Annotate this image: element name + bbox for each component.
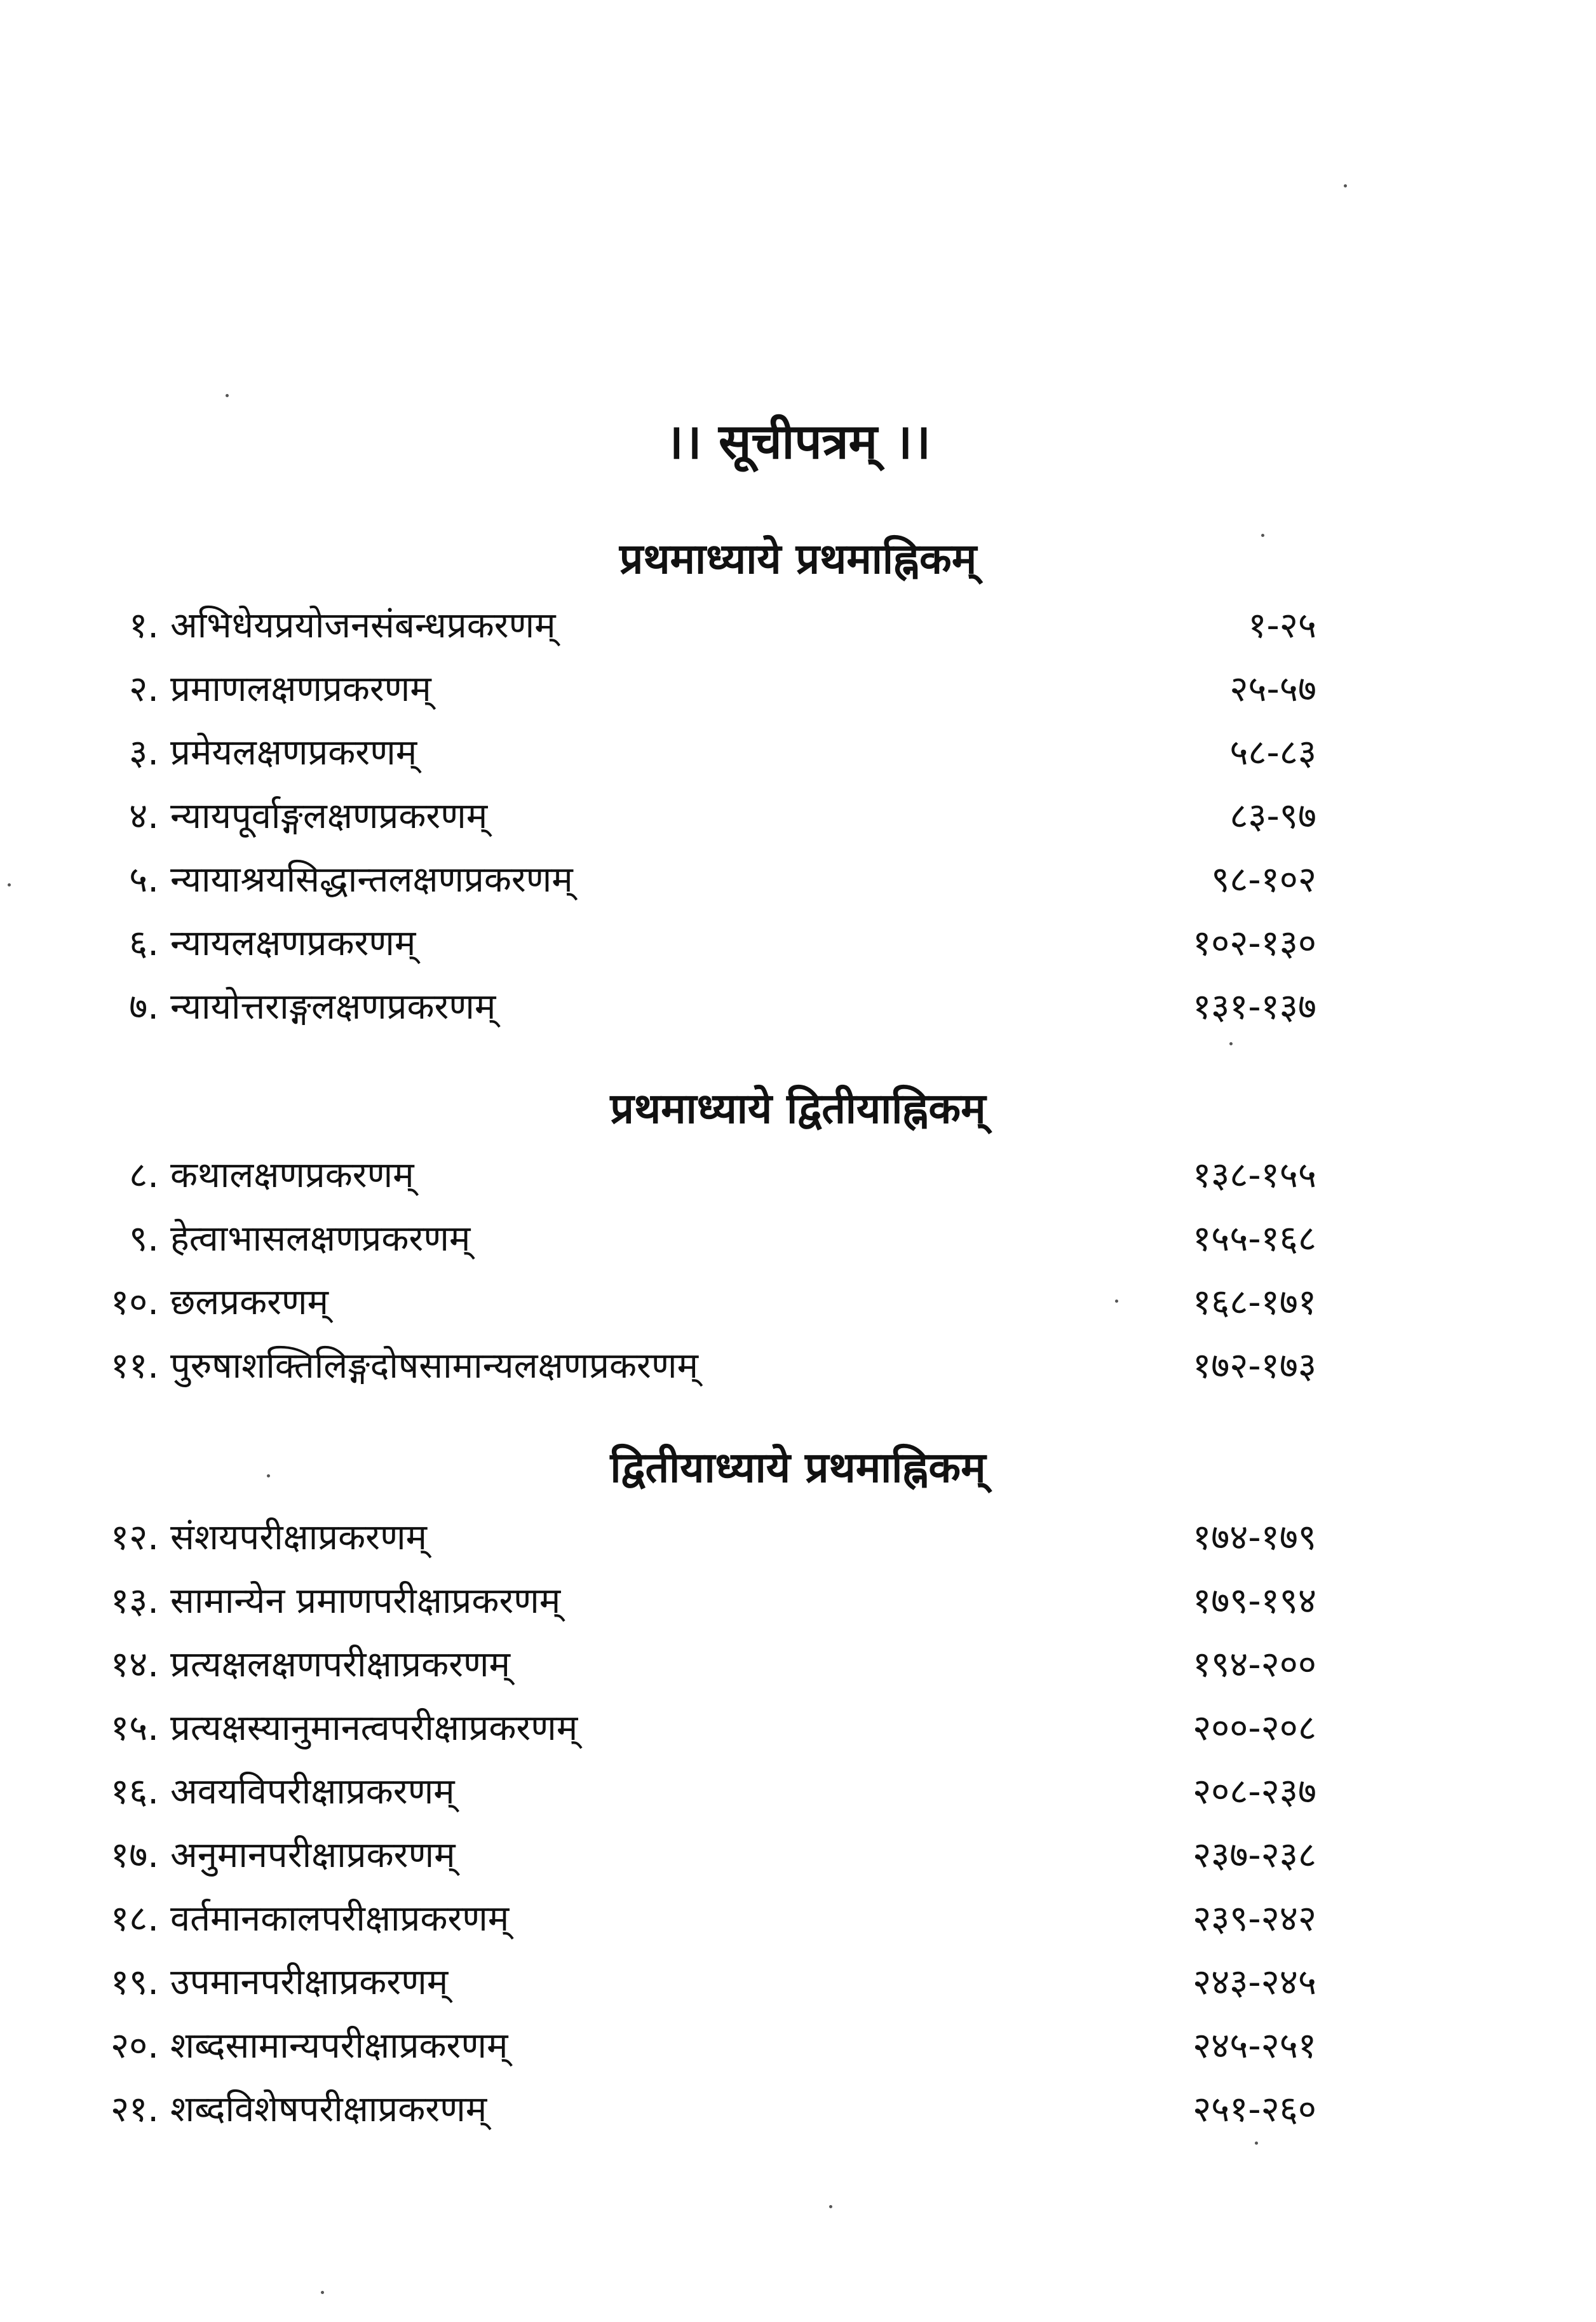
scan-speck (829, 2205, 832, 2208)
toc-entry-number: १२. (110, 1517, 159, 1558)
toc-entry-pages: १३८-१५५ (1193, 1155, 1316, 1196)
toc-entry-number: १९. (110, 1962, 159, 2003)
section-heading: द्वितीयाध्याये प्रथमाह्निकम् (610, 1443, 986, 1492)
toc-entry-title: न्यायपूर्वाङ्गलक्षणप्रकरणम् (170, 796, 488, 837)
toc-entry-pages: ९८-१०२ (1211, 859, 1316, 900)
toc-entry-pages: २४५-२५१ (1193, 2025, 1316, 2067)
toc-entry-title: हेत्वाभासलक्षणप्रकरणम् (170, 1218, 471, 1259)
toc-entry (0, 2078, 1596, 2142)
toc-entry (0, 912, 1596, 975)
toc-entry-number: १८. (110, 1898, 159, 1939)
toc-entry-title: न्यायोत्तराङ्गलक्षणप्रकरणम् (170, 986, 496, 1028)
toc-entry-pages: १-२५ (1248, 605, 1316, 646)
toc-entry (0, 1824, 1596, 1887)
toc-entry (0, 1207, 1596, 1271)
toc-entry (0, 1334, 1596, 1398)
toc-entry-pages: १७९-१९४ (1193, 1580, 1316, 1622)
toc-entry (0, 658, 1596, 721)
toc-entry-pages: १७२-१७३ (1193, 1345, 1316, 1387)
toc-entry-pages: ८३-९७ (1229, 796, 1316, 837)
toc-entry-number: ३. (129, 732, 159, 773)
toc-entry-number: २०. (110, 2025, 159, 2067)
toc-entry-title: प्रमेयलक्षणप्रकरणम् (170, 732, 417, 773)
toc-entry (0, 721, 1596, 785)
toc-entry-pages: १५५-१६८ (1193, 1218, 1316, 1259)
toc-entry-number: ६. (129, 923, 159, 964)
toc-entry (0, 1570, 1596, 1633)
scan-speck (267, 1474, 270, 1477)
toc-entry-number: ९. (129, 1218, 159, 1259)
toc-entry-title: संशयपरीक्षाप्रकरणम् (170, 1517, 428, 1558)
scan-speck (321, 2291, 324, 2294)
toc-entry-title: प्रत्यक्षलक्षणपरीक्षाप्रकरणम् (170, 1644, 510, 1685)
toc-entry-pages: २०८-२३७ (1193, 1771, 1316, 1812)
toc-entry-pages: २४३-२४५ (1193, 1962, 1316, 2003)
toc-entry-number: १७. (110, 1835, 159, 1876)
toc-entry-pages: १७४-१७९ (1193, 1517, 1316, 1558)
toc-entry-title: प्रत्यक्षस्यानुमानत्वपरीक्षाप्रकरणम् (170, 1708, 578, 1749)
toc-entry (0, 975, 1596, 1039)
toc-entry (0, 785, 1596, 848)
toc-entry (0, 1633, 1596, 1697)
toc-entry-title: अनुमानपरीक्षाप्रकरणम् (170, 1835, 456, 1876)
scan-speck (1229, 1042, 1233, 1045)
toc-entry (0, 1506, 1596, 1570)
toc-entry-title: उपमानपरीक्षाप्रकरणम् (170, 1962, 449, 2003)
toc-entry-number: ७. (129, 986, 159, 1028)
toc-entry-title: वर्तमानकालपरीक्षाप्रकरणम् (170, 1898, 510, 1939)
toc-entry-number: २. (129, 669, 159, 710)
toc-entry (0, 1760, 1596, 1824)
toc-entry (0, 1887, 1596, 1951)
toc-entry-title: पुरुषाशक्तिलिङ्गदोषसामान्यलक्षणप्रकरणम् (170, 1345, 698, 1387)
toc-entry-pages: १०२-१३० (1193, 923, 1316, 964)
toc-entry-pages: २३७-२३८ (1193, 1835, 1316, 1876)
toc-entry (0, 1697, 1596, 1760)
toc-entry (0, 594, 1596, 658)
toc-entry-number: १०. (110, 1282, 159, 1323)
toc-entry-title: सामान्येन प्रमाणपरीक्षाप्रकरणम् (170, 1580, 561, 1622)
toc-entry-number: ८. (129, 1155, 159, 1196)
toc-entry-pages: १६८-१७१ (1193, 1282, 1316, 1323)
section-heading: प्रथमाध्याये प्रथमाह्निकम् (619, 534, 977, 583)
toc-entry-pages: १३१-१३७ (1193, 986, 1316, 1028)
toc-entry-number: ११. (110, 1345, 159, 1387)
toc-entry-number: १५. (110, 1708, 159, 1749)
scan-speck (8, 883, 11, 886)
toc-entry-pages: २००-२०८ (1193, 1708, 1316, 1749)
scan-speck (1261, 534, 1264, 537)
toc-entry-number: २१. (110, 2089, 159, 2130)
scan-speck (1115, 1300, 1118, 1303)
toc-entry-title: प्रमाणलक्षणप्रकरणम् (170, 669, 431, 710)
toc-entry (0, 2014, 1596, 2078)
toc-entry-pages: ५८-८३ (1229, 732, 1316, 773)
section-heading: प्रथमाध्याये द्वितीयाह्निकम् (610, 1084, 986, 1133)
scan-speck (1344, 184, 1347, 187)
toc-entry-number: ५. (129, 859, 159, 900)
toc-entry-pages: २५-५७ (1229, 669, 1316, 710)
toc-entry (0, 848, 1596, 912)
toc-entry-title: छलप्रकरणम् (170, 1282, 328, 1323)
toc-entry-title: न्यायलक्षणप्रकरणम् (170, 923, 416, 964)
toc-entry-title: अभिधेयप्रयोजनसंबन्धप्रकरणम् (170, 605, 556, 646)
toc-entry-number: १६. (110, 1771, 159, 1812)
toc-entry-number: १४. (110, 1644, 159, 1685)
toc-entry-number: १. (129, 605, 159, 646)
scan-speck (1255, 2142, 1258, 2145)
toc-entry-title: शब्दविशेषपरीक्षाप्रकरणम् (170, 2089, 487, 2130)
toc-entry-title: न्यायाश्रयसिद्धान्तलक्षणप्रकरणम् (170, 859, 573, 900)
toc-entry-pages: १९४-२०० (1193, 1644, 1316, 1685)
toc-entry (0, 1271, 1596, 1334)
toc-entry (0, 1144, 1596, 1207)
toc-entry-title: कथालक्षणप्रकरणम् (170, 1155, 414, 1196)
toc-entry-number: १३. (110, 1580, 159, 1622)
scan-speck (226, 394, 229, 397)
page-title: ।। सूचीपत्रम् ।। (665, 413, 931, 470)
toc-entry (0, 1951, 1596, 2014)
toc-entry-title: अवयविपरीक्षाप्रकरणम् (170, 1771, 455, 1812)
toc-entry-pages: २५१-२६० (1193, 2089, 1316, 2130)
toc-entry-title: शब्दसामान्यपरीक्षाप्रकरणम् (170, 2025, 508, 2067)
toc-entry-pages: २३९-२४२ (1193, 1898, 1316, 1939)
toc-entry-number: ४. (129, 796, 159, 837)
